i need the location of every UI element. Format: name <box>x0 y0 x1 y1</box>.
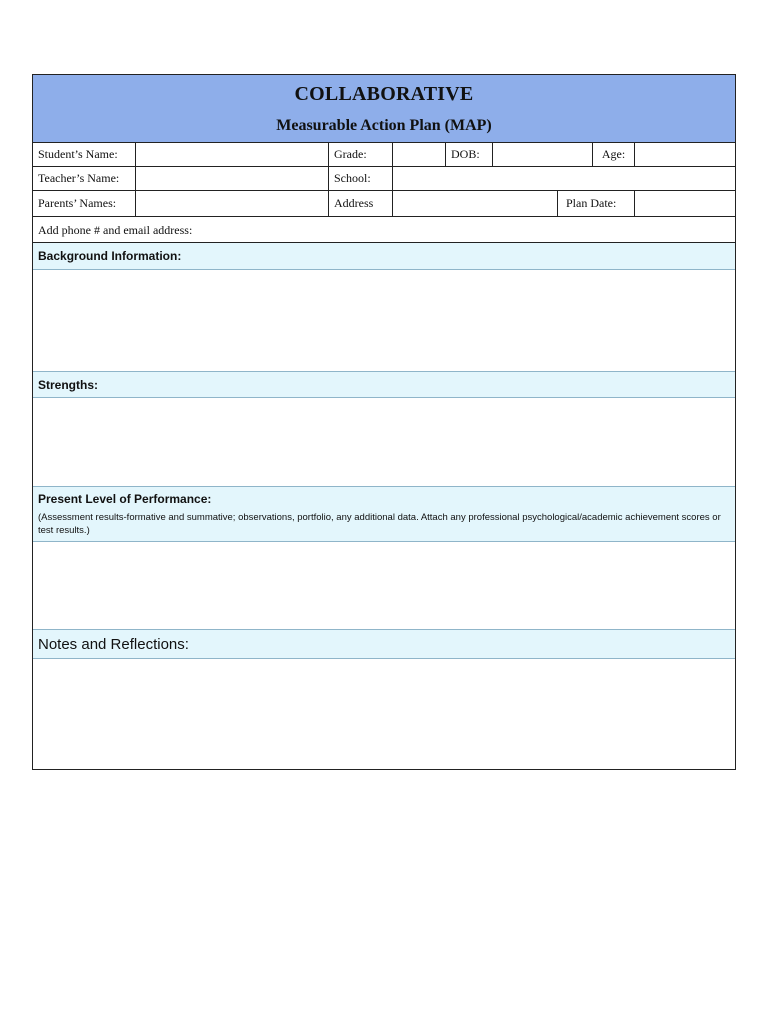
age-field[interactable] <box>635 143 735 166</box>
info-row-parents <box>33 191 735 217</box>
form-subtitle: Measurable Action Plan (MAP) <box>276 117 492 134</box>
form-title: COLLABORATIVE <box>294 83 474 105</box>
contact-label: Add phone # and email address: <box>38 223 193 237</box>
performance-header <box>33 487 735 542</box>
background-title: Background Information: <box>38 249 182 263</box>
school-field[interactable] <box>393 167 735 190</box>
performance-hint: (Assessment results-formative and summative; observations, portfolio, any additional data. Attach any professional psychological/academic achievement scores or test results.) <box>38 512 721 536</box>
background-text-area[interactable] <box>33 270 735 372</box>
address-label: Address <box>329 191 393 216</box>
plan-date-field[interactable] <box>635 191 735 216</box>
parents-names-field[interactable] <box>136 191 329 216</box>
notes-title: Notes and Reflections: <box>38 636 189 653</box>
grade-field[interactable] <box>393 143 446 166</box>
plan-date-label: Plan Date: <box>558 191 635 216</box>
background-header <box>33 243 735 270</box>
performance-text-area[interactable] <box>33 542 735 630</box>
info-row-student <box>33 143 735 167</box>
address-field[interactable] <box>393 191 558 216</box>
student-name-field[interactable] <box>136 143 329 166</box>
parents-names-label: Parents’ Names: <box>33 191 136 216</box>
performance-title: Present Level of Performance: <box>38 492 212 506</box>
dob-label: DOB: <box>446 143 493 166</box>
info-row-teacher <box>33 167 735 191</box>
strengths-text-area[interactable] <box>33 398 735 487</box>
form-title-block <box>33 75 735 143</box>
notes-text-area[interactable] <box>33 659 735 769</box>
contact-field[interactable] <box>33 217 735 243</box>
teacher-name-field[interactable] <box>136 167 329 190</box>
grade-label: Grade: <box>329 143 393 166</box>
strengths-title: Strengths: <box>38 378 98 392</box>
strengths-header <box>33 372 735 398</box>
notes-header <box>33 630 735 659</box>
student-name-label: Student’s Name: <box>33 143 136 166</box>
teacher-name-label: Teacher’s Name: <box>33 167 136 190</box>
map-form <box>32 74 736 770</box>
school-label: School: <box>329 167 393 190</box>
dob-field[interactable] <box>493 143 593 166</box>
age-label: Age: <box>593 143 635 166</box>
